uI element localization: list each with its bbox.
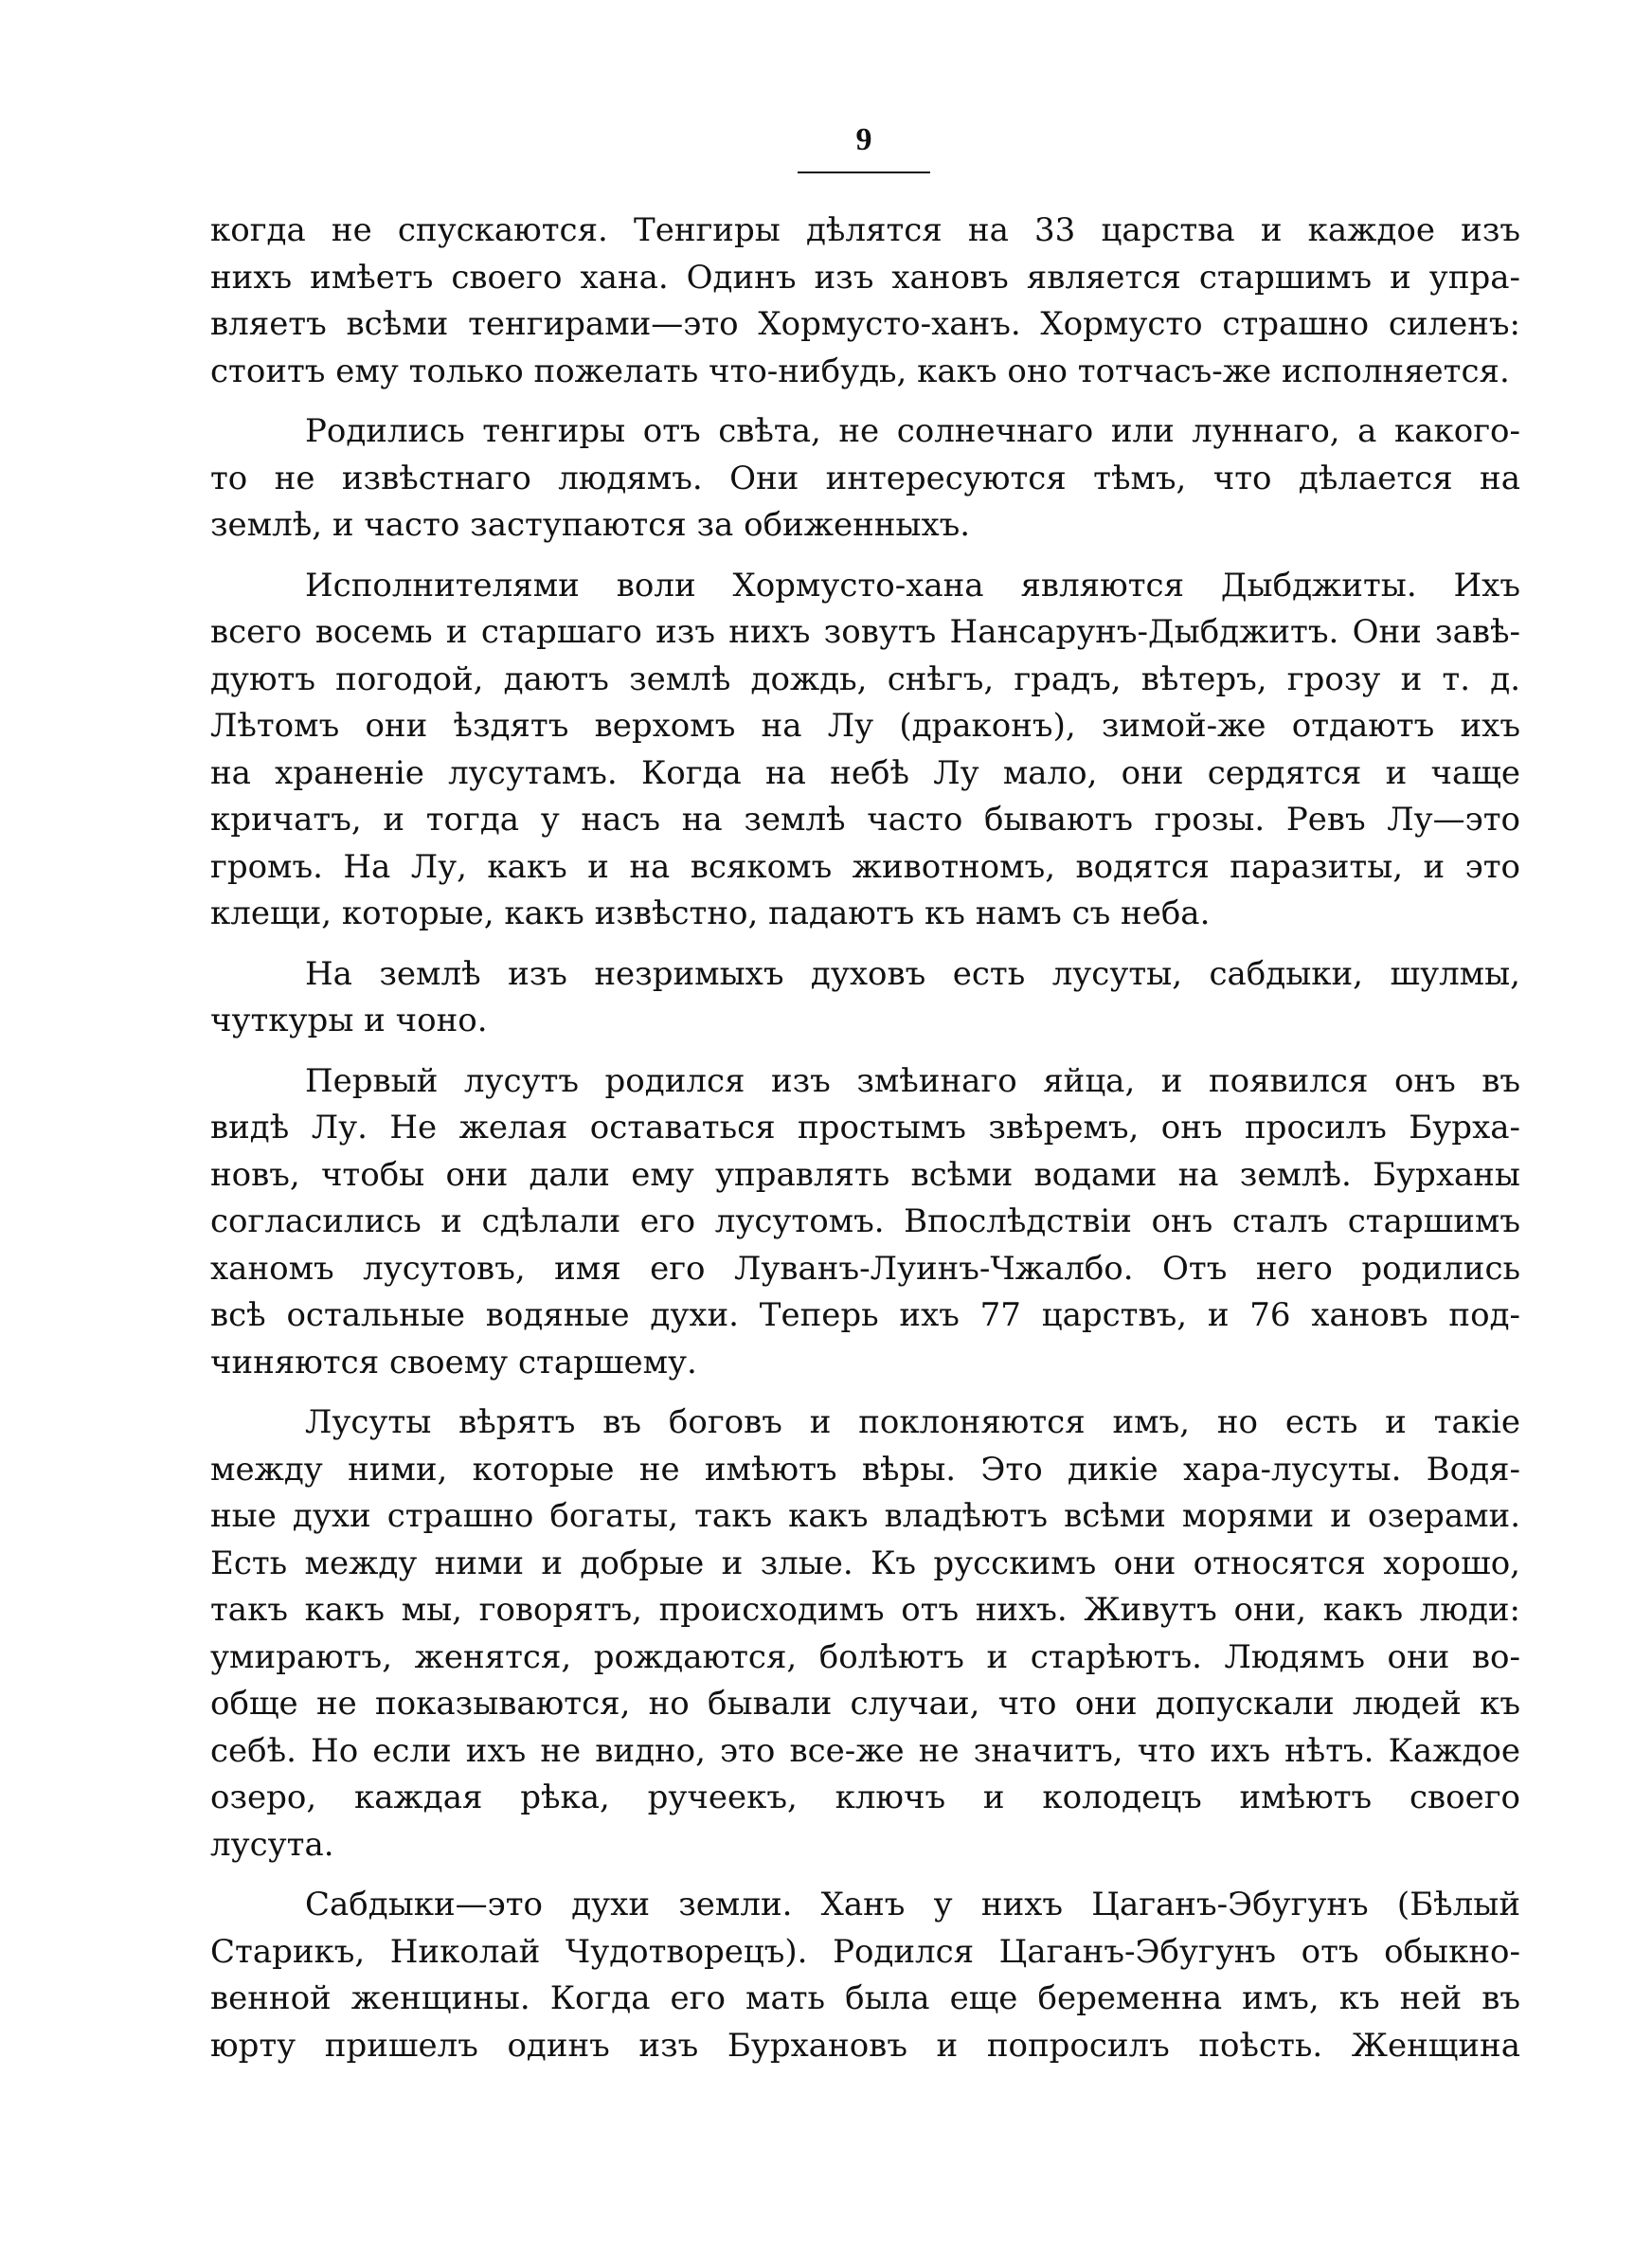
paragraph-gap [210, 1869, 1520, 1882]
text-line: ханомъ лусутовъ, имя его Луванъ-Луинъ-Чжалбо. Отъ него родились [210, 1249, 1520, 1288]
text-line: вляетъ всѣми тенгирами—это Хормусто-ханъ. Хормусто страшно силенъ: [210, 305, 1520, 343]
paragraph [210, 1058, 1520, 1387]
text-line: нихъ имѣетъ своего хана. Одинъ изъ хановъ является старшимъ и упра- [210, 258, 1520, 297]
page-number: 9 [855, 122, 872, 157]
text-line: чиняются своему старшему. [210, 1343, 697, 1381]
paragraph [210, 1882, 1520, 2069]
text-line: озеро, каждая рѣка, ручеекъ, ключъ и колодецъ имѣютъ своего [210, 1779, 1520, 1816]
paragraph-gap [210, 550, 1520, 563]
text-line: всѣ остальные водяные духи. Теперь ихъ 77 царствъ, и 76 хановъ под- [210, 1296, 1520, 1334]
text-line: Лѣтомъ они ѣздятъ верхомъ на Лу (драконъ), зимой-же отдаютъ ихъ [210, 707, 1520, 745]
text-line: стоитъ ему только пожелать что-нибудь, какъ оно тотчасъ-же исполняется. [210, 352, 1510, 390]
text-line: ные духи страшно богаты, такъ какъ владѣютъ всѣми морями и озерами. [210, 1497, 1520, 1535]
text-line: землѣ, и часто заступаются за обиженныхъ. [210, 506, 971, 544]
text-line: лусута. [210, 1825, 334, 1864]
text-line: На землѣ изъ незримыхъ духовъ есть лусуты, сабдыки, шулмы, [305, 954, 1520, 993]
paragraph-gap [210, 1386, 1520, 1399]
text-line: видѣ Лу. Не желая оставаться простымъ звѣремъ, онъ просилъ Бурха- [210, 1109, 1520, 1147]
text-line: Лусуты вѣрятъ въ боговъ и поклоняются имъ, но есть и такіе [305, 1403, 1520, 1441]
paragraph [210, 951, 1520, 1045]
text-line: всего восемь и старшаго изъ нихъ зовутъ Нансарунъ-Дыбджитъ. Они завѣ- [210, 613, 1520, 651]
text-line: согласились и сдѣлали его лусутомъ. Впослѣдствіи онъ сталъ старшимъ [210, 1202, 1520, 1240]
text-line: кричатъ, и тогда у насъ на землѣ часто бываютъ грозы. Ревъ Лу—это [210, 801, 1520, 839]
text-line: Сабдыки—это духи земли. Ханъ у нихъ Цаганъ-Эбугунъ (Бѣлый [305, 1886, 1520, 1923]
text-line: на храненіе лусутамъ. Когда на небѣ Лу мало, они сердятся и чаще [210, 753, 1520, 792]
paragraph-gap [210, 395, 1520, 408]
text-line: Исполнителями воли Хормусто-хана являются Дыбджиты. Ихъ [305, 566, 1520, 605]
paragraph [210, 208, 1520, 395]
text-line: обще не показываются, но бывали случаи, что они допускали людей къ [210, 1685, 1520, 1723]
text-line: когда не спускаются. Тенгиры дѣлятся на 33 царства и каждое изъ [210, 211, 1520, 249]
text-line: такъ какъ мы, говорятъ, происходимъ отъ нихъ. Живутъ они, какъ люди: [210, 1591, 1520, 1629]
text-line: умираютъ, женятся, рождаются, болѣютъ и старѣютъ. Людямъ они во- [210, 1637, 1520, 1676]
text-line: новъ, чтобы они дали ему управлять всѣми водами на землѣ. Бурханы [210, 1155, 1520, 1194]
paragraph [210, 408, 1520, 550]
text-line: дуютъ погодой, даютъ землѣ дождь, снѣгъ, градъ, вѣтеръ, грозу и т. д. [210, 659, 1520, 698]
text-line: чуткуры и чоно. [210, 1002, 488, 1039]
text-line: между ними, которые не имѣютъ вѣры. Это дикіе хара-лусуты. Водя- [210, 1450, 1520, 1489]
text-line: Есть между ними и добрые и злые. Къ русскимъ они относятся хорошо, [210, 1544, 1520, 1582]
text-line: громъ. На Лу, какъ и на всякомъ животномъ, водятся паразиты, и это [210, 847, 1520, 886]
text-line: юрту пришелъ одинъ изъ Бурхановъ и попросилъ поѣсть. Женщина [210, 2026, 1520, 2065]
text-line: себѣ. Но если ихъ не видно, это все-же не значитъ, что ихъ нѣтъ. Каждое [210, 1731, 1520, 1770]
text-line: то не извѣстнаго людямъ. Они интересуются тѣмъ, что дѣлается на [210, 459, 1520, 497]
body-text [210, 208, 1520, 2069]
paragraph-gap [210, 938, 1520, 951]
paragraph [210, 563, 1520, 938]
text-line: Родились тенгиры отъ свѣта, не солнечнаго или луннаго, а какого- [305, 412, 1520, 450]
page-number-rule [798, 172, 930, 173]
text-line: клещи, которые, какъ извѣстно, падаютъ къ намъ съ неба. [210, 894, 1211, 932]
text-line: Первый лусутъ родился изъ змѣинаго яйца, и появился онъ въ [305, 1061, 1520, 1100]
paragraph [210, 1399, 1520, 1869]
paragraph-gap [210, 1045, 1520, 1058]
text-line: Старикъ, Николай Чудотворецъ). Родился Цаганъ-Эбугунъ отъ обыкно- [210, 1932, 1520, 1971]
text-line: венной женщины. Когда его мать была еще беременна имъ, къ ней въ [210, 1979, 1520, 2017]
